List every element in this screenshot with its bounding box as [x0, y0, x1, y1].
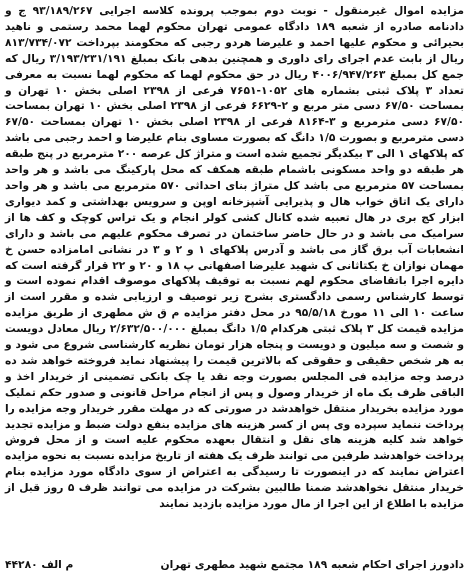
notice-body: مزایده اموال غیرمنقول - نوبت دوم بموجب پرونده کلاسه اجرایی ۹۳/۱۸۹/۲۶۷ ج و دادنامه صادره از شعبه ۱۸۹ دادگاه عمومی تهران محکوم لهما محمد رستمی و ناهید بحیرائی و محکوم علیها احمد و علیرضا هردو رجبی که محکومند بپرداخت ۸۱۳/۷۳۴/۰۷۲ ریال از بابت عدم اجرای رای داوری و همچنین بدهی بانک بمبلغ ۳/۱۹۳/۲۳۱/۱۹۱ ریال که جمع کل بمبلغ ۴۰۰۶/۹۴۷/۲۶۳ ریال در حق محکوم لهما که محکوم لهما نسبت به معرفی تعداد ۳ پلاک ثبتی بشماره های ۱۰۵۲-۷۶۵۱ فرعی از ۲۳۹۸ اصلی بخش ۱۰ تهران و بمساحت ۶۷/۵۰ دسی متر مربع و ۲-۶۶۲۹ فرعی از ۲۳۹۸ اصلی بخش ۱۰ تهران بمساحت ۶۷/۵۰ دسی مترمربع و ۳-۸۱۶۴ فرعی از ۲۳۹۸ اصلی بخش ۱۰ تهران بمساحت ۶۷/۵۰ دسی مترمربع و بصورت ۱/۵ دانگ که بصورت مساوی بنام علیرضا و احمد رجبی می باشد که پلاکهای ۱ الی ۳ بیکدیگر تجمیع شده است و متراژ کل عرصه ۲۰۰ مترمربع در پنج طبقه هر طبقه دو واحد مسکونی باشمام طبقه همکف که محل پارکینگ می باشد و هر واحد بمساحت ۵۷ مترمربع می باشد کل متراژ بنای احداثی ۵۷۰ مترمربع می باشد و هر واحد دارای یک اتاق خواب هال و پذیرایی آشپزخانه اوپن و سرویس بهداشتی و کمد دیواری ابزار کج بری در هال تعبیه شده کانال کشی کولر انجام و یک تراس کوچک و کف ها از سرامیک می باشد و در حال حاضر ساختمان در تصرف محکوم علیهم می باشد و دارای انشعابات آب برق گاز می باشد و آدرس پلاکهای ۱ و ۲ و ۳ در نشانی امامزاده حسن خ مهمان نوازان خ یکتاثانی ک شهید علیرضا اصفهانی پ ۱۸ و ۲۰ و ۲۲ قرار گرفته است که دایره اجرا باتقاضای محکوم لهم نسبت به توقیف پلاکهای موصوف اقدام نموده است و توسط کارشناس رسمی دادگستری بشرح زیر توصیف و ارزیابی شده و مقرر است از ساعت ۱۰ الی ۱۱ مورخ ۹۵/۵/۱۸ در محل دفتر مزایده م ق ش مطهری از طریق مزایده مزایده قیمت کل ۳ پلاک ثبتی هرکدام ۱/۵ دانگ بمبلغ ۲/۶۳۲/۵۰۰/۰۰۰ ریال معادل دویست و شصت و سه میلیون و دویست و پنجاه هزار تومان نظریه کارشناسی شروع می شود و به هر شخص حقیقی و حقوقی که بالاترین قیمت را پیشنهاد نماید فروخته خواهد شد ده درصد وجه مزایده فی المجلس بصورت وجه نقد یا چک بانکی تضمینی از خریدار اخذ و الباقی ظرف یک ماه از خریدار وصول و پس از انجام مراحل قانونی و صدور حکم تملیک مورد مزایده بخریدار منتقل خواهدشد در صورتی که در مهلت مقرر خریدار وجه مزایده را پرداخت ننماید سپرده وی پس از کسر هزینه های مزایده بنفع دولت ضبط و مزایده تجدید خواهد شد کلیه هزینه های نقل و انتقال بعهده محکوم علیه است و از محل فروش پرداخت خواهدشد طرفین می توانند ظرف یک هفته از تاریخ مزایده نسبت به نحوه مزایده اعتراض نمایند که در اینصورت تا رسیدگی به اعتراض از سوی دادگاه مورد مزایده بنام خریدار منتقل نخواهدشد ضمنا طالبین بشرکت در مزایده می توانند ظرف ۵ روز قبل از مزایده با اطلاع از این اجرا از مال مورد مزایده بازدید نمایند — [5, 4, 465, 511]
notice-signature: دادورز اجرای احکام شعبه ۱۸۹ مجتمع شهید مطهری تهران — [160, 558, 464, 571]
notice-ad-id: م الف ۴۴۲۸۰ — [5, 558, 74, 571]
notice-footer — [5, 558, 464, 572]
